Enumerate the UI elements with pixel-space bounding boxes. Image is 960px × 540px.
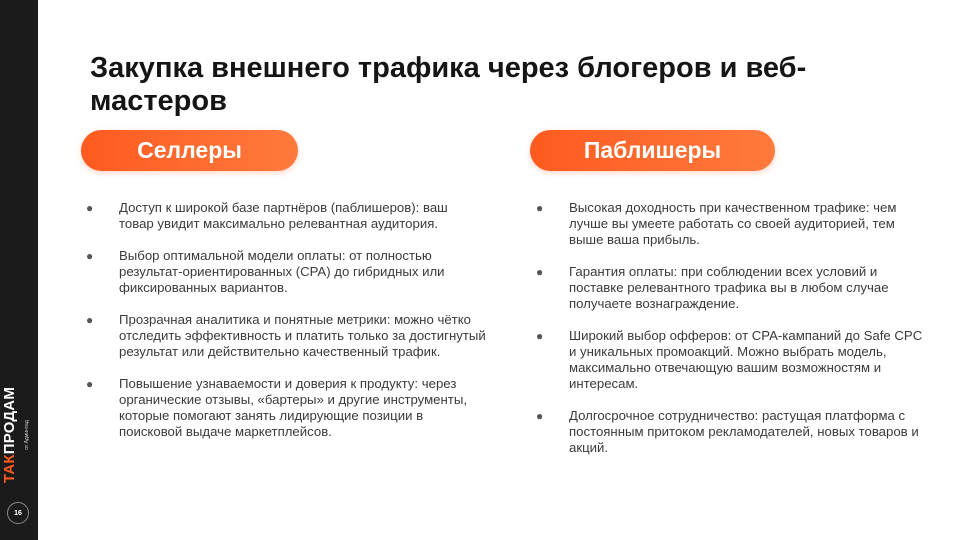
bullet-icon: ● bbox=[536, 329, 544, 343]
list-item bbox=[536, 408, 931, 456]
list-item bbox=[536, 264, 931, 312]
bullet-icon: ● bbox=[536, 409, 544, 423]
list-item-text: Высокая доходность при качественном трафике: чем лучше вы умеете работать со своей аудиторией, тем выше ваша прибыль. bbox=[569, 200, 897, 247]
list-item-text: Гарантия оплаты: при соблюдении всех условий и поставке релевантного трафика вы в любом случае получаете вознаграждение. bbox=[569, 264, 889, 311]
list-item-text: Долгосрочное сотрудничество: растущая платформа с постоянным притоком рекламодателей, новых товаров и акций. bbox=[569, 408, 919, 455]
list-item bbox=[536, 328, 931, 392]
sellers-benefits-list bbox=[86, 200, 486, 456]
list-item-text: Повышение узнаваемости и доверия к продукту: через органические отзывы, «бартеры» и другие инструменты, которые помогают занять лидирующие позиции в поисковой выдаче маркетплейсов. bbox=[119, 376, 467, 439]
list-item bbox=[86, 200, 486, 232]
bullet-icon: ● bbox=[86, 313, 94, 327]
list-item-text: Прозрачная аналитика и понятные метрики: можно чётко отследить эффективность и платить только за достигнутый результат или действительно качественный трафик. bbox=[119, 312, 486, 359]
sidebar bbox=[0, 0, 38, 540]
bullet-icon: ● bbox=[536, 265, 544, 279]
sellers-heading-pill: Селлеры bbox=[81, 130, 298, 171]
list-item-text: Выбор оптимальной модели оплаты: от полностью результат-ориентированных (CPA) до гибридных или фиксированных вариантов. bbox=[119, 248, 445, 295]
bullet-icon: ● bbox=[536, 201, 544, 215]
list-item bbox=[86, 312, 486, 360]
bullet-icon: ● bbox=[86, 377, 94, 391]
logo-subtitle: от Админтад bbox=[24, 420, 30, 450]
logo-tak: ТАК bbox=[0, 454, 18, 484]
bullet-icon: ● bbox=[86, 249, 94, 263]
bullet-icon: ● bbox=[86, 201, 94, 215]
publishers-heading-pill: Паблишеры bbox=[530, 130, 775, 171]
page-number: 16 bbox=[7, 502, 29, 524]
publishers-benefits-list bbox=[536, 200, 931, 472]
list-item bbox=[86, 376, 486, 440]
logo-prodam: ПРОДАМ bbox=[0, 386, 18, 455]
list-item-text: Доступ к широкой базе партнёров (паблишеров): ваш товар увидит максимально релевантная аудитория. bbox=[119, 200, 448, 231]
slide-title: Закупка внешнего трафика через блогеров и веб-мастеров bbox=[90, 52, 807, 117]
list-item bbox=[86, 248, 486, 296]
logo-wordmark bbox=[1, 387, 18, 483]
list-item-text: Широкий выбор офферов: от CPA-кампаний до Safe CPC и уникальных промоакций. Можно выбрать модель, максимально отвечающую вашим возможностям и интересам. bbox=[569, 328, 923, 391]
list-item bbox=[536, 200, 931, 248]
brand-logo bbox=[0, 380, 38, 490]
